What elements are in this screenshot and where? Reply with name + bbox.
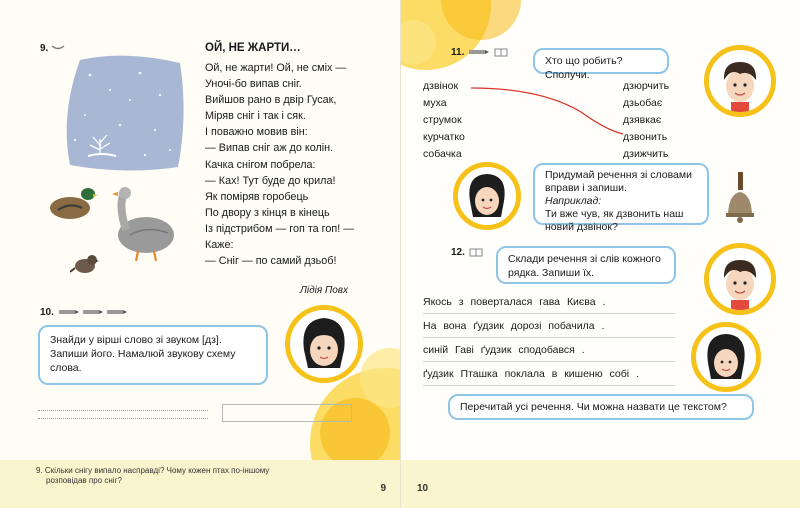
- sentence-row[interactable]: На вона ґудзик дорозі побачила .: [423, 320, 675, 338]
- sentence-row[interactable]: Якось з поверталася гава Києва .: [423, 296, 675, 314]
- noun-word[interactable]: собачка: [423, 148, 462, 160]
- girl-face-icon: [290, 310, 358, 378]
- bubble-line: Склади речення зі слів кожного: [508, 253, 661, 265]
- poem-line: Каже:: [205, 239, 234, 252]
- poem-line: І поважно мовив він:: [205, 126, 308, 139]
- girl-face-icon: [458, 167, 516, 225]
- poem-line: Міряв сніг і так і сяк.: [205, 110, 306, 123]
- noun-word[interactable]: муха: [423, 97, 447, 109]
- verb-word[interactable]: дзявкає: [623, 114, 662, 126]
- bubble-line: рядка. Запиши їх.: [508, 267, 595, 279]
- answer-line[interactable]: [38, 418, 208, 419]
- task11-bubble: Хто що робить? Сполучи.: [533, 48, 669, 74]
- poem-line: — Сніг — по самий дзьоб!: [205, 255, 337, 268]
- duck-illustration: [48, 180, 98, 225]
- poem-title: ОЙ, НЕ ЖАРТИ…: [205, 42, 301, 54]
- poem-line: Ой, не жарти! Ой, не сміх —: [205, 62, 347, 74]
- task-number: [40, 307, 127, 318]
- footer-line: 9. Скільки снігу випало насправді? Чому кожен птах по-іншому: [36, 466, 270, 475]
- prompt-line: Ти вже чув, як дзвонить наш: [545, 208, 684, 220]
- sparrow-illustration: [70, 250, 100, 278]
- task-number: [40, 43, 65, 54]
- sentence-row[interactable]: синій Гаві ґудзик сподобався .: [423, 344, 675, 362]
- goose-illustration: [110, 185, 185, 265]
- task-number-text: 12.: [451, 247, 465, 258]
- example-label: Наприклад:: [545, 195, 602, 207]
- snow-illustration: [60, 55, 190, 175]
- verb-word[interactable]: дзюрчить: [623, 80, 670, 92]
- task10-bubble: [38, 325, 268, 385]
- instruction-line: слова.: [50, 362, 82, 374]
- boy-face-icon: [709, 50, 771, 112]
- task-number-text: 9.: [40, 43, 49, 54]
- girl-avatar: [691, 322, 761, 392]
- task11-prompt-bubble: [533, 163, 709, 233]
- pencil-book-icons: [467, 48, 509, 57]
- instruction-line: Знайди у вірші слово зі звуком [дз].: [50, 334, 222, 346]
- page-number: 9: [380, 483, 386, 494]
- connect-line: [471, 82, 631, 142]
- question-bubble: Перечитай усі речення. Чи можна назвати це текстом?: [448, 394, 754, 420]
- task-number: [451, 247, 484, 258]
- poem-line: Як поміряв горобець: [205, 190, 309, 203]
- task-number-text: 10.: [40, 307, 54, 318]
- bell-icon: [723, 172, 757, 224]
- poem-line: Із підстрибом — гоп та гоп! —: [205, 222, 355, 235]
- girl-avatar: [285, 305, 363, 383]
- answer-line[interactable]: [38, 410, 208, 411]
- noun-word[interactable]: дзвінок: [423, 80, 459, 92]
- footer-questions: [36, 466, 269, 486]
- poem-text: [205, 60, 354, 269]
- book-icon: [468, 248, 484, 257]
- noun-word[interactable]: струмок: [423, 114, 462, 126]
- boy-face-icon: [709, 248, 771, 310]
- footer-line: розповідав про сніг?: [46, 476, 122, 485]
- poem-line: — Випав сніг аж до колін.: [205, 142, 334, 155]
- reading-icon: [51, 44, 65, 52]
- poem-line: Уночі-бо випав сніг.: [205, 78, 302, 91]
- task-number: [451, 47, 509, 58]
- poem-author: Лідія Повх: [300, 285, 348, 296]
- boy-avatar: [704, 45, 776, 117]
- pencil-icons: [57, 308, 127, 316]
- poem-line: По двору з кінця в кінець: [205, 206, 330, 219]
- sound-scheme-box[interactable]: [222, 404, 352, 422]
- girl-face-icon: [696, 327, 756, 387]
- boy-avatar: [704, 243, 776, 315]
- right-page: [400, 0, 800, 508]
- prompt-line: вправи і запиши.: [545, 182, 627, 194]
- page-number: 10: [417, 483, 429, 494]
- instruction-line: Запиши його. Намалюй звукову схему: [50, 348, 236, 360]
- task-number-text: 11.: [451, 47, 465, 58]
- poem-line: — Ках! Тут буде до крила!: [205, 174, 336, 187]
- sentence-row[interactable]: ґудзик Пташка поклала в кишеню собі .: [423, 368, 675, 386]
- verb-word[interactable]: дзижчить: [623, 148, 669, 160]
- footer-band: [401, 460, 800, 508]
- verb-word[interactable]: дзвонить: [623, 131, 668, 143]
- poem-line: Вийшов рано в двір Гусак,: [205, 94, 337, 107]
- prompt-line: новий дзвінок?: [545, 221, 618, 233]
- noun-word[interactable]: курчатко: [423, 131, 465, 143]
- poem-line: Качка снігом побрела:: [205, 158, 316, 171]
- girl-avatar: [453, 162, 521, 230]
- prompt-line: Придумай речення зі словами: [545, 169, 692, 181]
- verb-word[interactable]: дзьобає: [623, 97, 663, 109]
- task12-bubble: [496, 246, 676, 284]
